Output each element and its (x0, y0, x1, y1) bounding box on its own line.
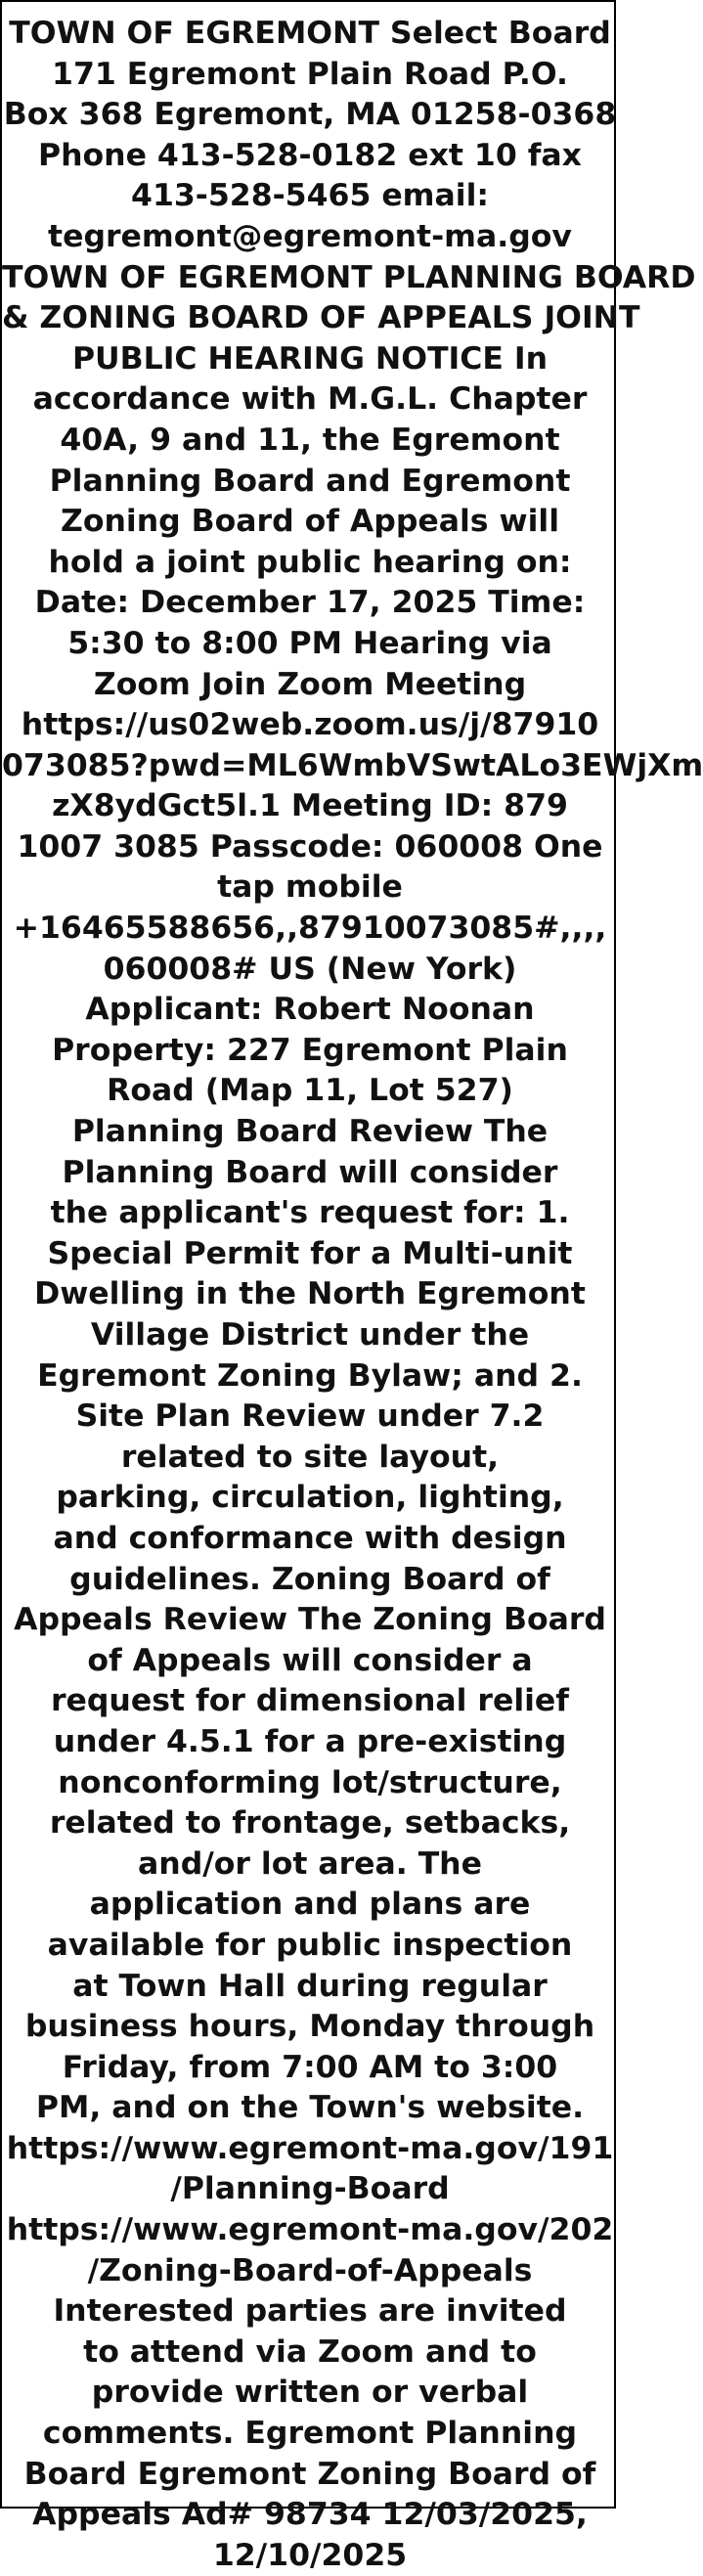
notice-line: comments. Egremont Planning (42, 2416, 578, 2452)
notice-line: Site Plan Review under 7.2 (75, 1399, 545, 1435)
notice-line: business hours, Monday through (24, 2009, 595, 2045)
notice-line: 171 Egremont Plain Road P.O. (52, 56, 568, 92)
notice-line: tegremont@egremont-ma.gov (48, 218, 572, 254)
notice-line: Appeals Review The Zoning Board (14, 1602, 606, 1638)
notice-line: at Town Hall during regular (72, 1968, 548, 2004)
notice-line: +16465588656,,87910073085#,,,, (13, 910, 607, 947)
notice-line: 073085?pwd=ML6WmbVSwtALo3EWjXm (2, 747, 703, 783)
notice-line: 5:30 to 8:00 PM Hearing via (67, 625, 552, 661)
notice-line: application and plans are (89, 1887, 531, 1923)
notice-line: PUBLIC HEARING NOTICE In (71, 340, 549, 377)
notice-line: & ZONING BOARD OF APPEALS JOINT (2, 300, 640, 336)
notice-line: nonconforming lot/structure, (58, 1764, 562, 1800)
notice-line: Appeals Ad# 98734 12/03/2025, (32, 2497, 588, 2533)
notice-line: and/or lot area. The (138, 1845, 482, 1882)
notice-line: accordance with M.G.L. Chapter (32, 381, 588, 418)
notice-line: Friday, from 7:00 AM to 3:00 (62, 2049, 558, 2085)
notice-line: TOWN OF EGREMONT PLANNING BOARD (2, 259, 696, 295)
notice-line: Board Egremont Zoning Board of (23, 2456, 596, 2492)
notice-line: PM, and on the Town's website. (35, 2090, 585, 2126)
notice-line: guidelines. Zoning Board of (69, 1561, 550, 1597)
notice-line: related to site layout, (120, 1439, 500, 1475)
notice-line: https://www.egremont-ma.gov/191 (6, 2130, 614, 2166)
notice-line: Zoom Join Zoom Meeting (93, 666, 527, 702)
notice-line: https://us02web.zoom.us/j/87910 (21, 707, 599, 743)
notice-line: Phone 413-528-0182 ext 10 fax (38, 137, 582, 173)
notice-line: Planning Board will consider (62, 1154, 558, 1190)
notice-line: Zoning Board of Appeals will (60, 504, 559, 540)
notice-line: Applicant: Robert Noonan (85, 992, 535, 1028)
notice-line: 413-528-5465 email: (131, 178, 489, 214)
notice-line: Dwelling in the North Egremont (34, 1276, 586, 1312)
notice-line: 12/10/2025 (212, 2537, 408, 2573)
notice-line: Planning Board and Egremont (49, 463, 571, 499)
notice-line: 1007 3085 Passcode: 060008 One (17, 828, 603, 865)
notice-line: Road (Map 11, Lot 527) (107, 1073, 513, 1109)
notice-line: Egremont Zoning Bylaw; and 2. (37, 1357, 583, 1394)
notice-line: request for dimensional relief (50, 1683, 569, 1719)
notice-line: related to frontage, setbacks, (49, 1805, 571, 1842)
notice-line: parking, circulation, lighting, (56, 1480, 564, 1516)
notice-line: and conformance with design (53, 1520, 567, 1556)
notice-line: 40A, 9 and 11, the Egremont (60, 422, 560, 458)
notice-line: of Appeals will consider a (87, 1642, 533, 1678)
notice-body (2, 14, 703, 2576)
notice-line: Date: December 17, 2025 Time: (34, 585, 586, 621)
notice-line: TOWN OF EGREMONT Select Board (9, 16, 611, 51)
notice-line: available for public inspection (47, 1927, 573, 1963)
notice-line: zX8ydGct5l.1 Meeting ID: 879 (52, 788, 568, 824)
notice-line: Box 368 Egremont, MA 01258-0368 (3, 97, 617, 133)
notice-line: 060008# US (New York) (103, 951, 517, 987)
notice-line: Planning Board Review The (71, 1114, 549, 1150)
notice-line: the applicant's request for: 1. (50, 1195, 570, 1231)
notice-line: provide written or verbal (91, 2375, 529, 2411)
notice-line: Interested parties are invited (53, 2293, 567, 2330)
notice-line: under 4.5.1 for a pre-existing (53, 1723, 567, 1759)
notice-line: tap mobile (217, 869, 403, 906)
notice-line: /Zoning-Board-of-Appeals (87, 2252, 533, 2288)
notice-line: Village District under the (90, 1317, 530, 1353)
notice-line: /Planning-Board (170, 2171, 450, 2207)
notice-line: Property: 227 Egremont Plain (52, 1032, 568, 1068)
notice-line: Special Permit for a Multi-unit (47, 1235, 573, 1271)
notice-line: hold a joint public hearing on: (48, 544, 572, 580)
notice-line: to attend via Zoom and to (83, 2333, 537, 2370)
notice-line: https://www.egremont-ma.gov/202 (6, 2212, 614, 2248)
